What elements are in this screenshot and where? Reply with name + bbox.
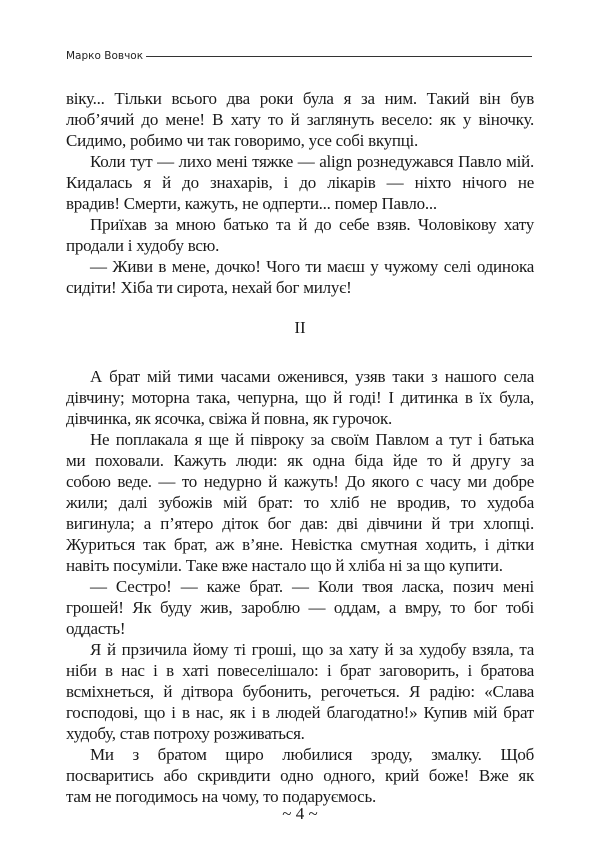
paragraph [66, 151, 534, 214]
paragraph [66, 88, 534, 151]
text-line: Не поплакала я ще й півроку за своїм Павлом а тут і батька [90, 430, 534, 449]
text-line: оддасть! [66, 619, 126, 638]
text-line: навіть посуміли. Таке вже настало що й хліба ні за що купити. [66, 556, 503, 575]
text-line: продали і худобу всю. [66, 236, 220, 255]
text-line: ніби в нас і в хаті повеселішало: і брат заговорить, і братова [66, 661, 534, 680]
paragraph [66, 214, 534, 256]
paragraph [66, 744, 534, 807]
text-line: посваритись або скривдити одно одного, крий боже! Вже як [66, 766, 534, 785]
text-line: Кидалась я й до знахарів, і до лікарів — ніхто нічого не [66, 173, 534, 192]
text-line: Журиться так брат, аж в’яне. Невістка смутная ходить, і дітки [66, 535, 534, 554]
text-line: собою веде. — то недурно й кажуть! До якого с часу ми добре [66, 472, 534, 491]
text-line: дівчину; моторна така, чепурна, що й годі! І дитинка в їх була, [66, 388, 534, 407]
paragraph [66, 429, 534, 576]
text-line: дівчинка, як ясочка, свіжа й повна, як гурочок. [66, 409, 393, 428]
paragraph [66, 576, 534, 639]
running-header [66, 50, 532, 62]
text-line: жили; далі зубожів мій брат: то хліб не вродив, то худоба [66, 493, 534, 512]
text-line: грошей! Як буду жив, зароблю — оддам, а вмру, то бог тобі [66, 598, 534, 617]
text-line: віку... Тільки всього два роки була я за ним. Такий він був [66, 89, 534, 108]
header-rule [146, 56, 532, 57]
page-number: ~ 4 ~ [282, 804, 318, 823]
text-line: сидіти! Хіба ти сирота, нехай бог милує! [66, 278, 352, 297]
section-heading: II [294, 318, 306, 337]
text-line: Я й прзичила йому ті гроші, що за хату й за худобу взяла, та [90, 640, 534, 659]
text-line: Коли тут — лихо мені тяжке — align рознедужався Павло мій. [90, 152, 534, 171]
text-block-2 [66, 366, 534, 807]
text-line: Приїхав за мною батько та й до себе взяв. Чоловікову хату [90, 215, 534, 234]
text-block-1 [66, 88, 534, 298]
text-line: там не погодимось на чому, то подаруємось. [66, 787, 376, 806]
text-line: врадив! Смерти, кажуть, не одперти... помер Павло... [66, 194, 437, 213]
paragraph [66, 366, 534, 429]
text-line: люб’ячий до мене! В хату то й заглянуть весело: як у віночку. [66, 110, 534, 129]
text-line: худобу, став потроху розживаться. [66, 724, 305, 743]
text-line: — Сестро! — каже брат. — Коли твоя ласка, позич мені [90, 577, 534, 596]
text-line: — Живи в мене, дочко! Чого ти маєш у чужому селі одинока [90, 257, 534, 276]
text-line: ми поховали. Кажуть люди: як одна біда йде то й другу за [66, 451, 534, 470]
header-author: Марко Вовчок [66, 50, 144, 62]
text-line: А брат мій тими часами оженився, узяв таки з нашого села [90, 367, 534, 386]
text-line: господові, що і в нас, як і в людей благодатно!» Купив мій брат [66, 703, 534, 722]
paragraph [66, 256, 534, 298]
text-line: Ми з братом щиро любилися зроду, змалку. Щоб [90, 745, 534, 764]
text-line: всміхнеться, й дітвора бубонить, регочеться. Я радію: «Слава [66, 682, 534, 701]
text-line: вигинула; а п’ятеро діток бог дав: дві дівчини й три хлопці. [66, 514, 534, 533]
paragraph [66, 639, 534, 744]
text-line: Сидимо, робимо чи так говоримо, усе собі вкупці. [66, 131, 419, 150]
